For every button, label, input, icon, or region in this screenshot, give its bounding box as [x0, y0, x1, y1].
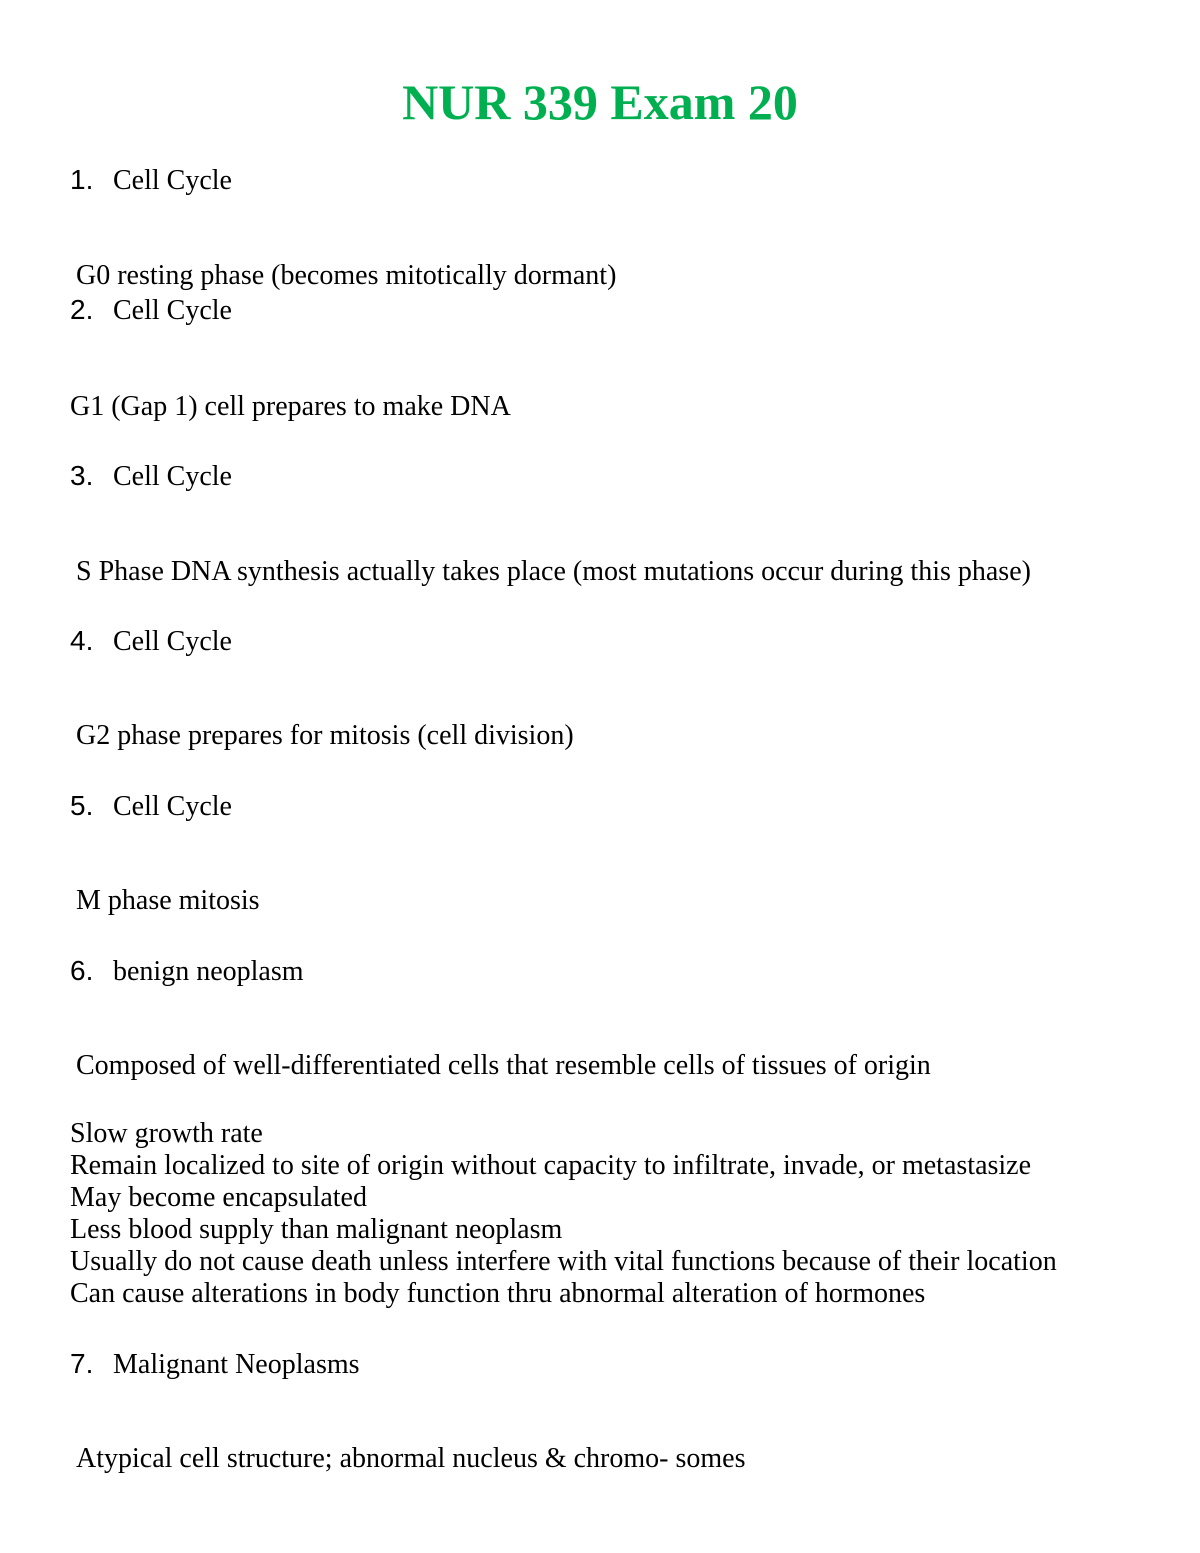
question-number: 6. [70, 955, 94, 986]
answer-3: S Phase DNA synthesis actually takes place (most mutations occur during this phase) [76, 556, 1031, 587]
question-number: 3. [70, 460, 94, 491]
answer-4: G2 phase prepares for mitosis (cell division) [76, 720, 574, 751]
detail-line: Remain localized to site of origin without capacity to infiltrate, invade, or metastasize May become encapsulated [70, 1150, 1032, 1213]
answer-1: G0 resting phase (becomes mitotically dormant) [76, 260, 617, 291]
question-5 [70, 789, 232, 824]
answer-6: Composed of well-differentiated cells that resemble cells of tissues of origin [76, 1050, 931, 1081]
question-term: Cell Cycle [113, 295, 232, 326]
question-7 [70, 1347, 360, 1382]
answer-7: Atypical cell structure; abnormal nucleus & chromo- somes [76, 1443, 746, 1474]
question-3 [70, 459, 232, 494]
question-term: benign neoplasm [113, 956, 304, 987]
question-term: Malignant Neoplasms [113, 1349, 360, 1380]
question-2 [70, 293, 232, 328]
detail-line: Usually do not cause death unless interfere with vital functions because of their location [70, 1246, 1057, 1277]
question-6 [70, 954, 304, 989]
question-term: Cell Cycle [113, 461, 232, 492]
detail-line: Can cause alterations in body function thru abnormal alteration of hormones [70, 1278, 926, 1309]
question-term: Cell Cycle [113, 626, 232, 657]
answer-5: M phase mitosis [76, 885, 260, 916]
question-4 [70, 624, 232, 659]
detail-line: Slow growth rate [70, 1118, 263, 1149]
detail-line: Less blood supply than malignant neoplasm [70, 1214, 563, 1245]
question-term: Cell Cycle [113, 165, 232, 196]
question-1 [70, 163, 232, 198]
question-number: 4. [70, 625, 94, 656]
question-number: 2. [70, 294, 94, 325]
document-title: NUR 339 Exam 20 [402, 74, 798, 130]
answer-6-details [70, 1118, 1070, 1310]
answer-2: G1 (Gap 1) cell prepares to make DNA [70, 391, 511, 422]
question-number: 1. [70, 164, 94, 195]
question-number: 7. [70, 1348, 94, 1379]
question-number: 5. [70, 790, 94, 821]
question-term: Cell Cycle [113, 791, 232, 822]
